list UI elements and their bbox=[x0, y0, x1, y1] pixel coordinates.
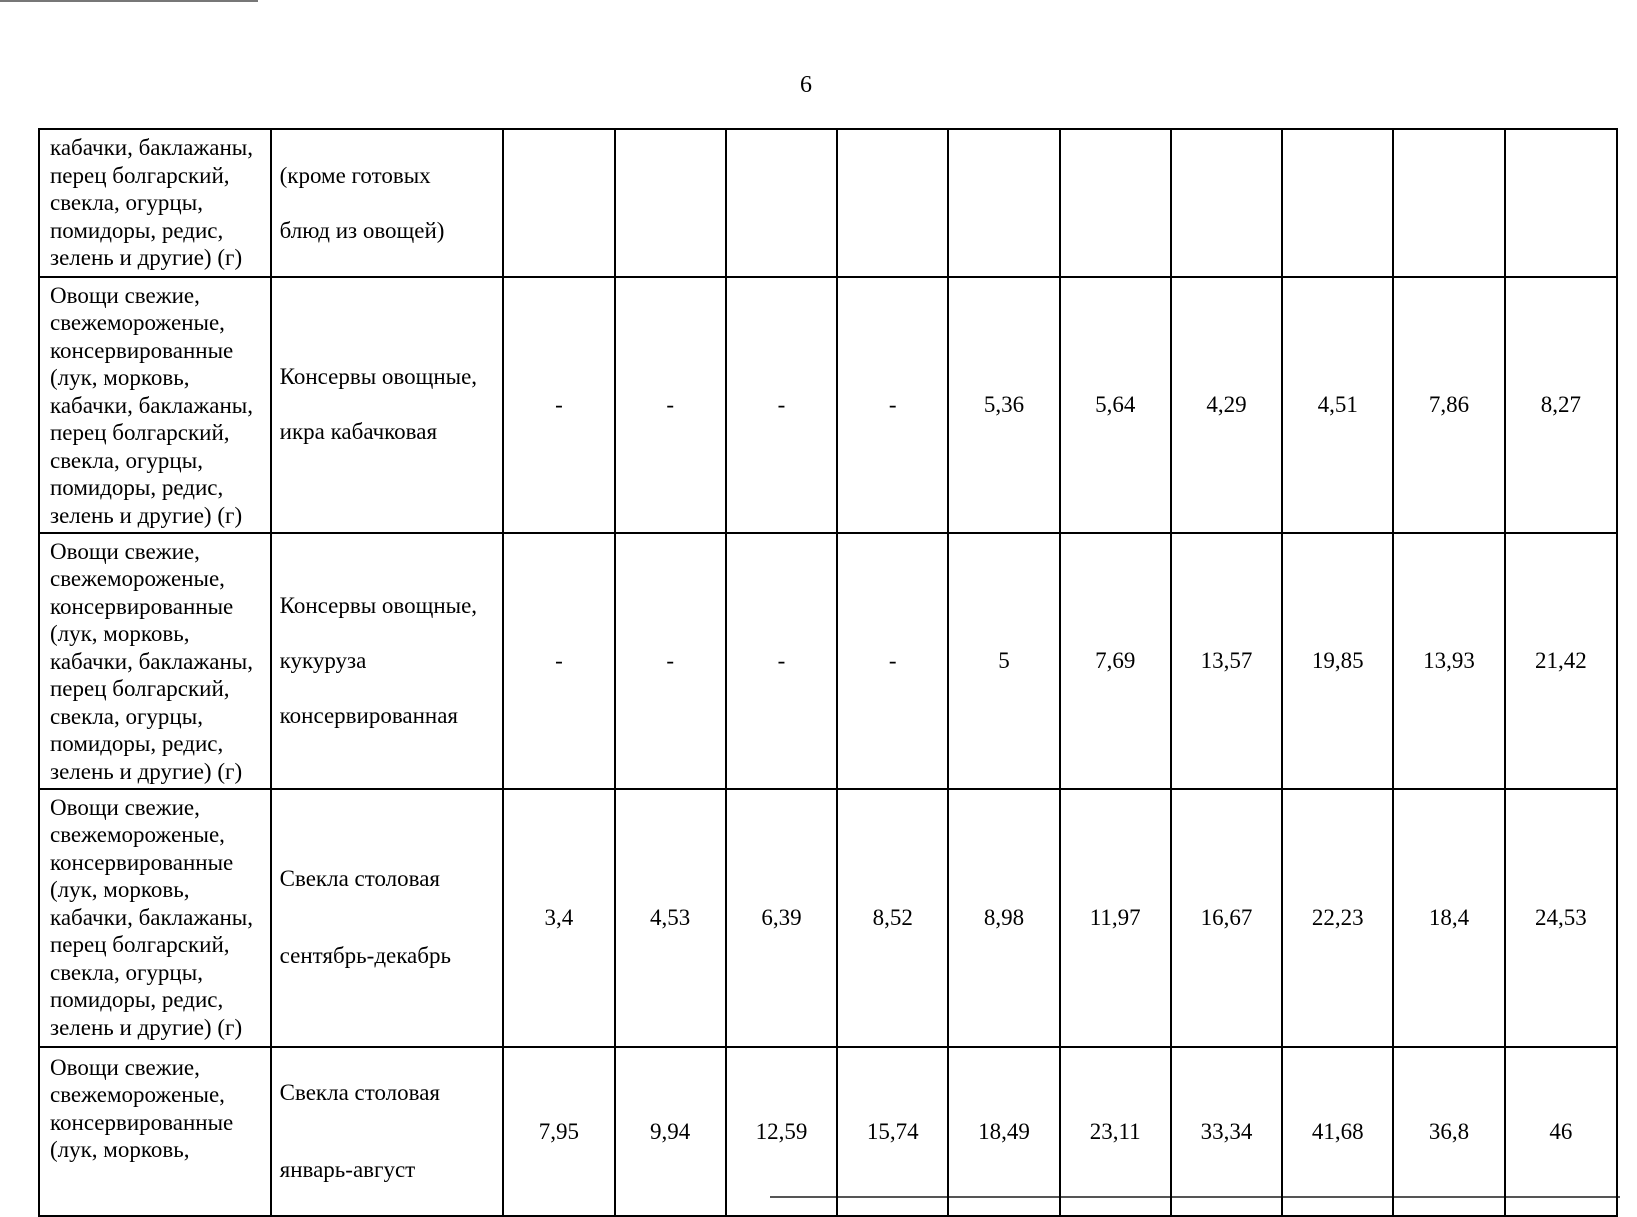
product-cell bbox=[271, 129, 504, 277]
value-cell: - bbox=[503, 533, 614, 789]
norms-table bbox=[38, 128, 1618, 1217]
product-line: консервированная bbox=[279, 702, 458, 728]
value-cell: 3,4 bbox=[503, 789, 614, 1047]
product-line: сентябрь-декабрь bbox=[279, 943, 451, 969]
category-cell: Овощи свежие, свежемороженые, консервированные (лук, морковь, bbox=[39, 1047, 271, 1217]
value-cell: 46 bbox=[1505, 1047, 1617, 1217]
value-cell: 5,36 bbox=[948, 277, 1059, 533]
value-cell bbox=[615, 129, 726, 277]
value-cell bbox=[1282, 129, 1393, 277]
table-row bbox=[39, 789, 1617, 1047]
product-cell bbox=[271, 533, 504, 789]
value-cell: 36,8 bbox=[1393, 1047, 1504, 1217]
product-line: (кроме готовых bbox=[279, 162, 431, 188]
value-cell: 12,59 bbox=[726, 1047, 837, 1217]
table-row bbox=[39, 1047, 1617, 1217]
value-cell: 11,97 bbox=[1060, 789, 1171, 1047]
value-cell: - bbox=[837, 533, 948, 789]
product-line: Консервы овощные, bbox=[279, 592, 478, 618]
value-cell: 7,86 bbox=[1393, 277, 1504, 533]
product-line: Консервы овощные, bbox=[279, 364, 478, 390]
value-cell: - bbox=[726, 533, 837, 789]
value-cell: 4,29 bbox=[1171, 277, 1282, 533]
product-line: январь-август bbox=[279, 1157, 416, 1182]
value-cell: 18,49 bbox=[948, 1047, 1059, 1217]
product-cell bbox=[271, 789, 504, 1047]
value-cell: 23,11 bbox=[1060, 1047, 1171, 1217]
value-cell: 18,4 bbox=[1393, 789, 1504, 1047]
product-line: Свекла столовая bbox=[279, 866, 441, 892]
table-row bbox=[39, 277, 1617, 533]
value-cell: 19,85 bbox=[1282, 533, 1393, 789]
value-cell: 16,67 bbox=[1171, 789, 1282, 1047]
category-cell: кабачки, баклажаны, перец болгарский, свекла, огурцы, помидоры, редис, зелень и другие) (г) bbox=[39, 129, 271, 277]
value-cell: 13,93 bbox=[1393, 533, 1504, 789]
value-cell: 7,95 bbox=[503, 1047, 614, 1217]
scan-edge-top bbox=[0, 0, 258, 2]
value-cell: 13,57 bbox=[1171, 533, 1282, 789]
value-cell: 22,23 bbox=[1282, 789, 1393, 1047]
value-cell: - bbox=[615, 277, 726, 533]
value-cell: 5,64 bbox=[1060, 277, 1171, 533]
value-cell: 4,51 bbox=[1282, 277, 1393, 533]
value-cell: - bbox=[837, 277, 948, 533]
value-cell: - bbox=[503, 277, 614, 533]
value-cell bbox=[1060, 129, 1171, 277]
product-line: кукуруза bbox=[279, 647, 367, 673]
value-cell: 41,68 bbox=[1282, 1047, 1393, 1217]
value-cell: 7,69 bbox=[1060, 533, 1171, 789]
value-cell bbox=[948, 129, 1059, 277]
product-line: Свекла столовая bbox=[279, 1080, 441, 1105]
value-cell: - bbox=[615, 533, 726, 789]
page-number: 6 bbox=[800, 72, 812, 98]
value-cell bbox=[837, 129, 948, 277]
value-cell bbox=[1505, 129, 1617, 277]
value-cell: 33,34 bbox=[1171, 1047, 1282, 1217]
value-cell: 4,53 bbox=[615, 789, 726, 1047]
value-cell bbox=[726, 129, 837, 277]
value-cell: 24,53 bbox=[1505, 789, 1617, 1047]
category-cell: Овощи свежие, свежемороженые, консервированные (лук, морковь, кабачки, баклажаны, перец болгарский, свекла, огурцы, помидоры, редис, зелень и другие) (г) bbox=[39, 533, 271, 789]
value-cell: 9,94 bbox=[615, 1047, 726, 1217]
value-cell: 6,39 bbox=[726, 789, 837, 1047]
value-cell: 8,52 bbox=[837, 789, 948, 1047]
table-row bbox=[39, 129, 1617, 277]
value-cell: 8,27 bbox=[1505, 277, 1617, 533]
value-cell bbox=[503, 129, 614, 277]
value-cell bbox=[1393, 129, 1504, 277]
table-row bbox=[39, 533, 1617, 789]
value-cell: 15,74 bbox=[837, 1047, 948, 1217]
value-cell: 21,42 bbox=[1505, 533, 1617, 789]
product-cell bbox=[271, 277, 504, 533]
product-line: блюд из овощей) bbox=[279, 217, 445, 243]
value-cell bbox=[1171, 129, 1282, 277]
category-cell: Овощи свежие, свежемороженые, консервированные (лук, морковь, кабачки, баклажаны, перец болгарский, свекла, огурцы, помидоры, редис, зелень и другие) (г) bbox=[39, 789, 271, 1047]
product-line: икра кабачковая bbox=[279, 419, 438, 445]
category-cell: Овощи свежие, свежемороженые, консервированные (лук, морковь, кабачки, баклажаны, перец болгарский, свекла, огурцы, помидоры, редис, зелень и другие) (г) bbox=[39, 277, 271, 533]
product-cell bbox=[271, 1047, 504, 1217]
value-cell: - bbox=[726, 277, 837, 533]
value-cell: 5 bbox=[948, 533, 1059, 789]
value-cell: 8,98 bbox=[948, 789, 1059, 1047]
